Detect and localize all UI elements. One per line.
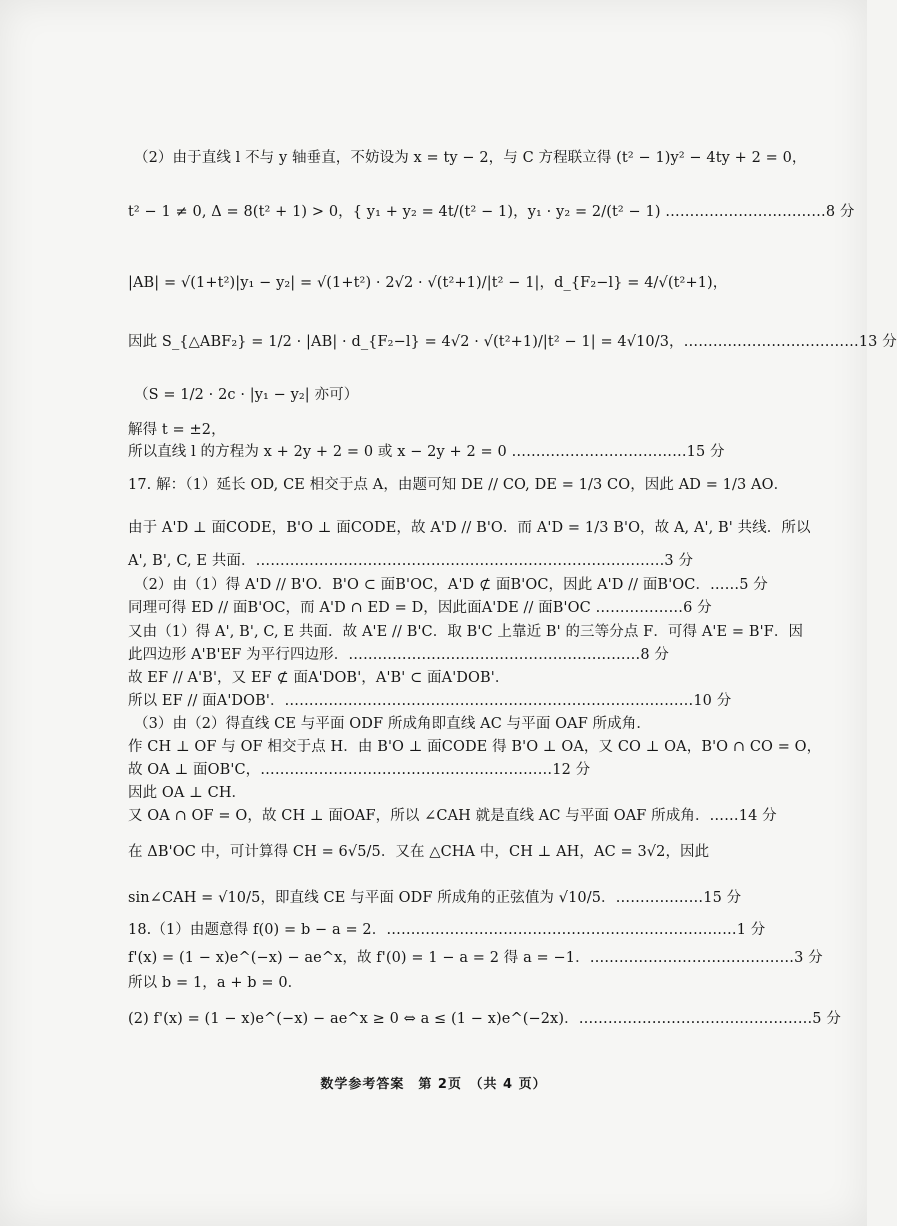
text-line: （2）由于直线 l 不与 y 轴垂直，不妨设为 x = ty − 2，与 C 方程联立得 (t² − 1)y² − 4ty + 2 = 0， xyxy=(134,150,807,166)
text-line: f'(x) = (1 − x)e^(−x) − ae^x，故 f'(0) = 1 − a = 2 得 a = −1．……………………………………3 分 xyxy=(128,950,823,966)
text-line: 所以直线 l 的方程为 x + 2y + 2 = 0 或 x − 2y + 2 = 0 ………………………………15 分 xyxy=(128,444,725,460)
text-line: （S = 1/2 · 2c · |y₁ − y₂| 亦可） xyxy=(134,387,359,403)
text-line: 所以 EF // 面A'DOB'．…………………………………………………………………………10 分 xyxy=(128,693,732,709)
text-line: 故 OA ⊥ 面OB'C，……………………………………………………12 分 xyxy=(128,762,591,778)
text-line: 在 ΔB'OC 中，可计算得 CH = 6√5/5．又在 △CHA 中，CH ⊥ AH，AC = 3√2，因此 xyxy=(128,844,710,860)
text-line: |AB| = √(1+t²)|y₁ − y₂| = √(1+t²) · 2√2 · √(t²+1)/|t² − 1|，d_{F₂−l} = 4/√(t²+1)， xyxy=(128,275,728,291)
text-line: 又 OA ∩ OF = O，故 CH ⊥ 面OAF，所以 ∠CAH 就是直线 AC 与平面 OAF 所成角．……14 分 xyxy=(128,808,777,824)
text-line: 作 CH ⊥ OF 与 OF 相交于点 H．由 B'O ⊥ 面CODE 得 B'O ⊥ OA，又 CO ⊥ OA，B'O ∩ CO = O， xyxy=(128,739,822,755)
page-footer: 数学参考答案 第 2页 （共 4 页） xyxy=(320,1077,547,1092)
text-line: sin∠CAH = √10/5，即直线 CE 与平面 ODF 所成角的正弦值为 √10/5．………………15 分 xyxy=(128,890,742,906)
text-line: 因此 OA ⊥ CH． xyxy=(128,785,247,801)
text-line: t² − 1 ≠ 0, Δ = 8(t² + 1) > 0，{ y₁ + y₂ = 4t/(t² − 1)，y₁ · y₂ = 2/(t² − 1) ……………………………8 分 xyxy=(128,204,855,220)
text-line: 由于 A'D ⊥ 面CODE，B'O ⊥ 面CODE，故 A'D // B'O．而 A'D = 1/3 B'O，故 A, A', B' 共线．所以 xyxy=(128,520,811,536)
text-line: (2) f'(x) = (1 − x)e^(−x) − ae^x ≥ 0 ⇔ a ≤ (1 − x)e^(−2x)．…………………………………………5 分 xyxy=(128,1011,841,1027)
text-line: 解得 t = ±2， xyxy=(128,422,226,438)
text-line: 17. 解：（1）延长 OD, CE 相交于点 A，由题可知 DE // CO, DE = 1/3 CO，因此 AD = 1/3 AO． xyxy=(128,477,789,493)
text-line: （2）由（1）得 A'D // B'O．B'O ⊂ 面B'OC，A'D ⊄ 面B'OC，因此 A'D // 面B'OC．……5 分 xyxy=(134,577,768,593)
text-line: 因此 S_{△ABF₂} = 1/2 · |AB| · d_{F₂−l} = 4√2 · √(t²+1)/|t² − 1| = 4√10/3，………………………………13 分 xyxy=(128,334,897,350)
text-line: 故 EF // A'B'，又 EF ⊄ 面A'DOB'，A'B' ⊂ 面A'DOB'． xyxy=(128,670,510,686)
text-line: 所以 b = 1，a + b = 0． xyxy=(128,975,303,991)
text-line: 又由（1）得 A', B', C, E 共面．故 A'E // B'C．取 B'C 上靠近 B' 的三等分点 F．可得 A'E = B'F．因 xyxy=(128,624,804,640)
text-line: A', B', C, E 共面．…………………………………………………………………………3 分 xyxy=(128,553,694,569)
text-line: （3）由（2）得直线 CE 与平面 ODF 所成角即直线 AC 与平面 OAF 所成角． xyxy=(134,716,651,732)
text-line: 此四边形 A'B'EF 为平行四边形．……………………………………………………8 分 xyxy=(128,647,669,663)
text-line: 同理可得 ED // 面B'OC，而 A'D ∩ ED = D，因此面A'DE // 面B'OC ………………6 分 xyxy=(128,600,712,616)
text-line: 18.（1）由题意得 f(0) = b − a = 2．………………………………………………………………1 分 xyxy=(128,922,766,938)
